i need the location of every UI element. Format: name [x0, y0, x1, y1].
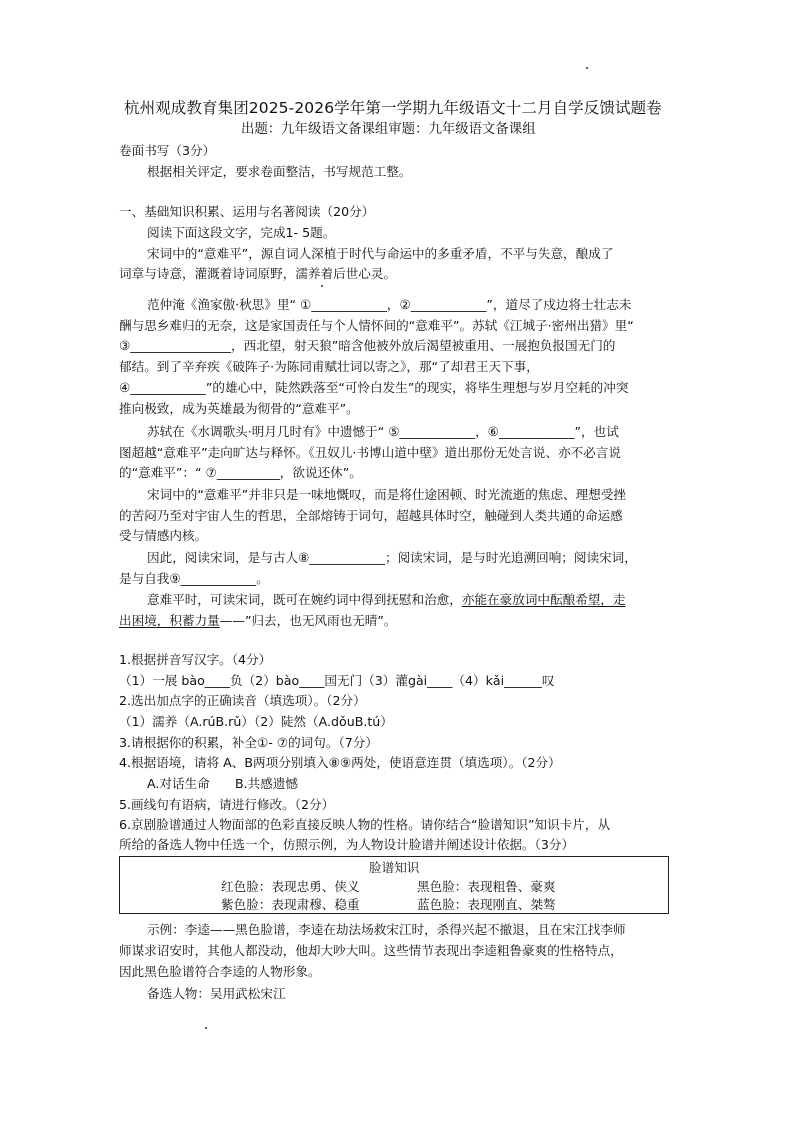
passage-line: 的“意难平”：“ ⑦__________，欲说还休”。	[119, 465, 362, 480]
passage-line: 宋词中的“意难平”，源自词人深植于时代与命运中的多重矛盾，不平与失意，酿成了	[147, 246, 614, 261]
passage-line: 酬与思乡难归的无奈，这是家国责任与个人情怀间的“意难平”。苏轼《江城子·密州出猎》里“	[119, 318, 634, 333]
passage-line: 因此，阅读宋词，是与古人⑧____________；阅读宋词，是与时光追溯回响；阅读宋词，	[147, 550, 637, 565]
question-2-items: （1）濡养（A.rúB.rǔ）（2）陡然（A.dǒuB.tú）	[119, 714, 393, 729]
question-3: 3.请根据你的积累，补全①- ⑦的词句。（7分）	[119, 735, 378, 750]
question-6: 6.京剧脸谱通过人物面部的色彩直接反映人物的性格。请你结合“脸谱知识”知识卡片，从	[119, 817, 611, 832]
closing-text: 意难平时，可读宋词，既可在婉约词中得到抚慰和治愈，	[147, 592, 462, 607]
passage-line: 图超越“意难平”走向旷达与释怀。《丑奴儿·书博山道中壁》道出那份无处言说、亦不必言说	[119, 445, 621, 460]
card-item: 蓝色脸：表现刚直、桀骜	[417, 897, 556, 912]
passage-line: 宋词中的“意难平”并非只是一味地慨叹，而是将仕途困顿、时光流逝的焦虑、理想受挫	[147, 487, 627, 502]
scan-speck	[205, 1027, 207, 1029]
scan-speck	[586, 67, 588, 69]
passage-line: 郁结。到了辛弃疾《破阵子·为陈同甫赋壮词以寄之》，那“了却君王天下事，	[119, 359, 539, 374]
passage-line: 的苦闷乃至对宇宙人生的哲思，全部熔铸于词句，超越具体时空，触碰到人类共通的命运感	[119, 508, 623, 523]
question-6-cont: 所给的备选人物中任选一个，仿照示例，为人物设计脸谱并阐述设计依据。（3分）	[119, 837, 575, 852]
passage-line: ③________________，西北望，射天狼”暗含他被外放后渴望被重用、一展抱负报国无门的	[119, 338, 616, 353]
section0-heading: 卷面书写（3分）	[119, 143, 216, 158]
passage-line: 受与情感内核。	[119, 528, 208, 543]
question-1: 1.根据拼音写汉字。（4分）	[119, 652, 272, 667]
card-item: 紫色脸：表现肃穆、稳重	[221, 897, 360, 912]
section1-intro: 阅读下面这段文字，完成1- 5题。	[147, 225, 336, 240]
example-line: 示例：李逵——黑色脸谱，李逵在劫法场救宋江时，杀得兴起不撤退，且在宋江找李师	[147, 922, 626, 937]
underlined-sentence: 亦能在豪放词中酝酿希望，走	[461, 592, 626, 607]
passage-line: ④____________”的雄心中，陡然跌落至“可怜白发生”的现实，将毕生理想与岁月空耗的冲突	[119, 380, 629, 395]
passage-line: 是与自我⑨____________。	[119, 571, 269, 586]
card-item: 红色脸：表现忠勇、侠义	[221, 879, 360, 894]
closing-text: ——”归去，也无风雨也无晴”。	[219, 613, 397, 628]
page-subtitle: 出题：九年级语文备课组审题：九年级语文备课组	[241, 122, 536, 137]
page-title: 杭州观成教育集团2025-2026学年第一学期九年级语文十二月自学反馈试题卷	[124, 99, 662, 117]
card-item: 黑色脸：表现粗鲁、豪爽	[417, 879, 556, 894]
section1-heading: 一、基础知识积累、运用与名著阅读（20分）	[119, 204, 375, 219]
question-4: 4.根据语境，请将 A、B两项分别填入⑧⑨两处，使语意连贯（填选项）。（2分）	[119, 755, 561, 770]
passage-closing	[147, 594, 626, 607]
section0-text: 根据相关评定，要求卷面整洁，书写规范工整。	[147, 164, 412, 179]
example-line: 师谋求诏安时，其他人都没动，他却大吵大叫。这些情节表现出李逵粗鲁豪爽的性格特点，	[119, 943, 623, 958]
example-line: 因此黑色脸谱符合李逵的人物形象。	[119, 964, 321, 979]
face-mask-knowledge-card	[119, 856, 669, 914]
question-4-options: A.对话生命 B.共感遗憾	[147, 776, 298, 791]
underlined-sentence: 出困境，积蓄力量	[119, 613, 220, 628]
passage-closing-cont	[119, 615, 397, 628]
question-1-items: （1）一展 bào____负（2）bào____国无门（3）灌gài____（4）kǎi______叹	[119, 673, 555, 688]
card-title: 脸谱知识	[369, 860, 420, 875]
candidates: 备选人物：吴用武松宋江	[147, 986, 286, 1001]
passage-line: 推向极致，成为英雄最为彻骨的“意难平”。	[119, 401, 359, 416]
question-5: 5.画线句有语病，请进行修改。（2分）	[119, 797, 335, 812]
passage-line: 苏轼在《水调歌头·明月几时有》中遗憾于“ ⑤____________，⑥____________”，也试	[147, 424, 619, 439]
emphasis-dot	[321, 285, 323, 287]
passage-line: 词章与诗意，灌溉着诗词原野，濡养着后世心灵。	[119, 266, 397, 281]
question-2: 2.选出加点字的正确读音（填选项）。（2分）	[119, 693, 366, 708]
passage-line: 范仲淹《渔家傲·秋思》里“ ①____________，②____________”，道尽了戍边将士壮志未	[147, 297, 632, 312]
